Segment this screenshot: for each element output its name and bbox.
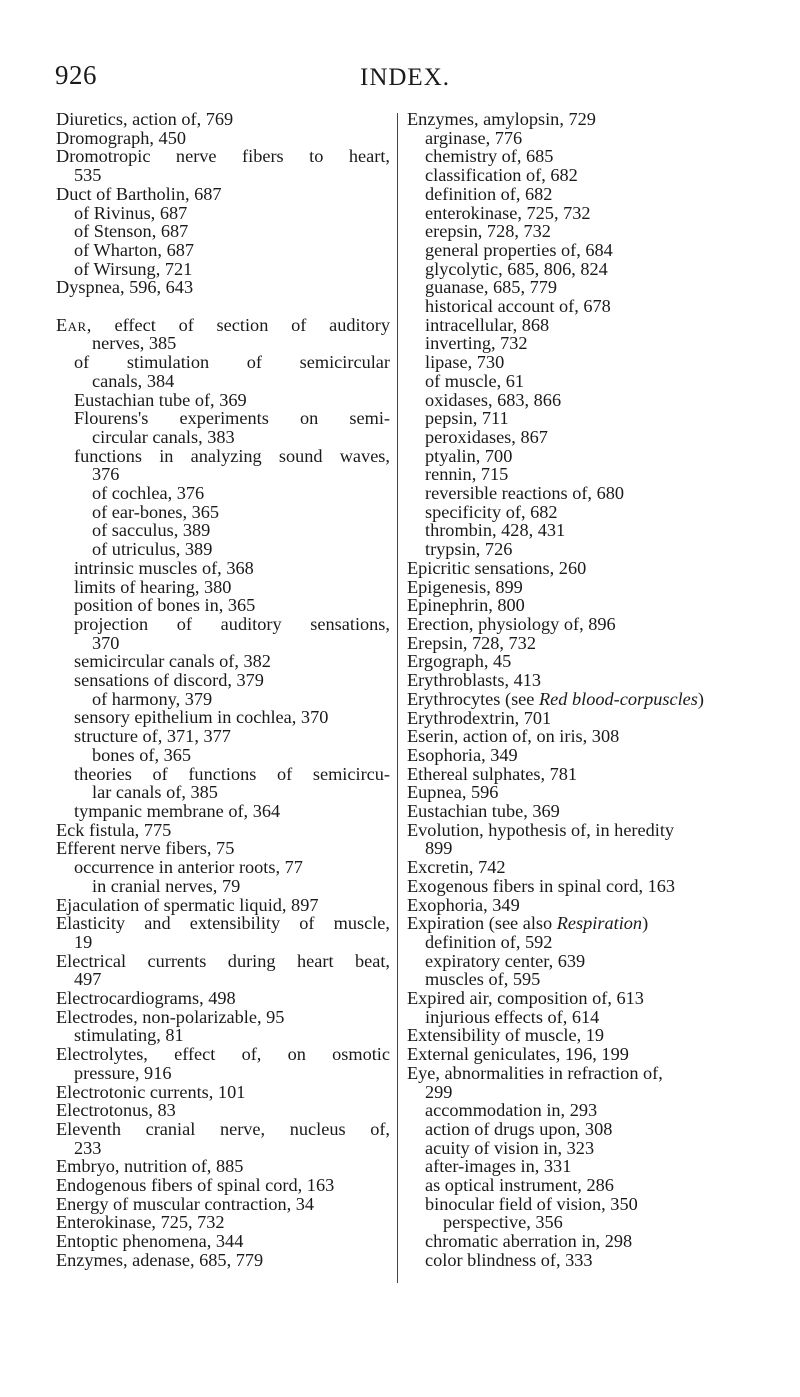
section-gap	[56, 297, 390, 316]
index-subentry: occurrence in anterior roots, 77	[74, 857, 303, 878]
index-subentry: pepsin, 711	[425, 408, 509, 429]
index-entry: Efferent nerve fibers, 75	[56, 838, 235, 859]
index-subentry: definition of, 682	[425, 183, 553, 204]
index-subentry: action of drugs upon, 308	[425, 1118, 613, 1139]
index-subentry: accommodation in, 293	[425, 1100, 598, 1121]
index-subentry: muscles of, 595	[425, 969, 541, 990]
index-subentry: sensations of discord, 379	[74, 670, 264, 691]
index-subentry: general properties of, 684	[425, 239, 613, 260]
index-entry: Electrocardiograms, 498	[56, 988, 236, 1009]
index-entry: Exophoria, 349	[407, 894, 520, 915]
index-entry: Ear, effect of section of auditory	[56, 314, 390, 335]
index-entry: Esophoria, 349	[407, 744, 518, 765]
index-entry: Erythroblasts, 413	[407, 670, 542, 691]
index-subentry: theories of functions of semicircu-	[74, 763, 390, 784]
index-entry: Expired air, composition of, 613	[407, 988, 644, 1009]
index-subentry: intracellular, 868	[425, 314, 550, 335]
index-entry: Electrotonus, 83	[56, 1100, 176, 1121]
index-entry: Eustachian tube, 369	[407, 801, 560, 822]
index-entry: Erection, physiology of, 896	[407, 613, 616, 634]
index-entry: Erythrocytes (see Red blood-corpuscles)	[407, 688, 704, 709]
index-subentry: peroxidases, 867	[425, 426, 548, 447]
index-subentry: sensory epithelium in cochlea, 370	[74, 707, 329, 728]
index-entry: Electrolytes, effect of, on osmotic	[56, 1044, 390, 1065]
index-entry: Electrical currents during heart beat,	[56, 950, 390, 971]
index-subentry: limits of hearing, 380	[74, 576, 232, 597]
index-subentry: of Wirsung, 721	[74, 258, 193, 279]
index-subentry: binocular field of vision, 350	[425, 1193, 638, 1214]
index-entry: Enzymes, amylopsin, 729	[407, 109, 596, 129]
index-subentry: specificity of, 682	[425, 501, 558, 522]
index-subentry: guanase, 685, 779	[425, 277, 558, 298]
index-subentry: in cranial nerves, 79	[92, 875, 241, 896]
index-entry: Dromograph, 450	[56, 127, 186, 148]
index-entry: Duct of Bartholin, 687	[56, 183, 222, 204]
index-subentry: enterokinase, 725, 732	[425, 202, 591, 223]
index-subentry: pressure, 916	[74, 1062, 172, 1083]
index-entry: Eye, abnormalities in refraction of,	[407, 1062, 663, 1083]
index-subentry: 497	[74, 969, 102, 990]
index-subentry: Eustachian tube of, 369	[74, 389, 247, 410]
index-subentry: reversible reactions of, 680	[425, 483, 624, 504]
index-subentry: chemistry of, 685	[425, 146, 554, 167]
index-subentry: rennin, 715	[425, 464, 509, 485]
index-entry: Elasticity and extensibility of muscle,	[56, 913, 390, 934]
index-subentry: after-images in, 331	[425, 1156, 572, 1177]
index-entry: Embryo, nutrition of, 885	[56, 1156, 244, 1177]
index-subentry: projection of auditory sensations,	[74, 613, 390, 634]
index-entry: Extensibility of muscle, 19	[407, 1025, 605, 1046]
index-subentry: lipase, 730	[425, 352, 505, 373]
index-subentry: historical account of, 678	[425, 296, 611, 317]
index-entry: Endogenous fibers of spinal cord, 163	[56, 1175, 335, 1196]
index-subentry: 370	[92, 632, 120, 653]
index-subentry: bones of, 365	[92, 744, 192, 765]
index-entry: Enzymes, adenase, 685, 779	[56, 1249, 264, 1270]
index-subentry: thrombin, 428, 431	[425, 520, 566, 541]
index-entry: Diuretics, action of, 769	[56, 109, 234, 129]
index-subentry: trypsin, 726	[425, 539, 513, 560]
index-subentry: of stimulation of semicircular	[74, 352, 390, 373]
index-subentry: circular canals, 383	[92, 426, 235, 447]
index-subentry: functions in analyzing sound waves,	[74, 445, 390, 466]
index-entry: Ejaculation of spermatic liquid, 897	[56, 894, 319, 915]
index-subentry: of Rivinus, 687	[74, 202, 188, 223]
index-subentry: of ear-bones, 365	[92, 501, 220, 522]
index-entry: External geniculates, 196, 199	[407, 1044, 629, 1065]
index-entry: Dromotropic nerve fibers to heart,	[56, 146, 390, 167]
index-subentry: classification of, 682	[425, 165, 578, 186]
index-entry: Exogenous fibers in spinal cord, 163	[407, 875, 676, 896]
index-subentry: Flourens's experiments on semi-	[74, 408, 390, 429]
index-subentry: expiratory center, 639	[425, 950, 586, 971]
index-subentry: position of bones in, 365	[74, 595, 256, 616]
index-subentry: chromatic aberration in, 298	[425, 1231, 633, 1252]
index-subentry: of Wharton, 687	[74, 239, 194, 260]
index-subentry: 233	[74, 1137, 102, 1158]
index-entry: Epinephrin, 800	[407, 595, 525, 616]
index-subentry: 299	[425, 1081, 453, 1102]
index-subentry: of harmony, 379	[92, 688, 213, 709]
index-entry: Ethereal sulphates, 781	[407, 763, 578, 784]
index-subentry: nerves, 385	[92, 333, 177, 354]
index-subentry: intrinsic muscles of, 368	[74, 557, 254, 578]
index-subentry: acuity of vision in, 323	[425, 1137, 595, 1158]
page-number: 926	[55, 60, 97, 90]
index-entry: Epicritic sensations, 260	[407, 557, 587, 578]
index-subentry: 535	[74, 165, 102, 186]
index-entry: Expiration (see also Respiration)	[407, 913, 649, 934]
index-entry: Excretin, 742	[407, 857, 506, 878]
index-subentry: perspective, 356	[443, 1212, 563, 1233]
index-subentry: structure of, 371, 377	[74, 726, 231, 747]
index-entry: Electrodes, non-polarizable, 95	[56, 1006, 285, 1027]
index-subentry: erepsin, 728, 732	[425, 221, 551, 242]
index-subentry: of Stenson, 687	[74, 221, 189, 242]
index-subentry: stimulating, 81	[74, 1025, 184, 1046]
index-entry: Enterokinase, 725, 732	[56, 1212, 225, 1233]
index-subentry: inverting, 732	[425, 333, 528, 354]
index-entry: Epigenesis, 899	[407, 576, 523, 597]
index-subentry: 19	[74, 931, 93, 952]
column-divider	[397, 113, 398, 1283]
index-entry: Erythrodextrin, 701	[407, 707, 552, 728]
left-column	[56, 110, 390, 1270]
index-subentry: arginase, 776	[425, 127, 523, 148]
index-entry: Eserin, action of, on iris, 308	[407, 726, 620, 747]
index-entry: Dyspnea, 596, 643	[56, 277, 194, 298]
index-subentry: oxidases, 683, 866	[425, 389, 562, 410]
index-entry: Erepsin, 728, 732	[407, 632, 536, 653]
index-subentry: of utriculus, 389	[92, 539, 213, 560]
index-subentry: injurious effects of, 614	[425, 1006, 600, 1027]
index-subentry: color blindness of, 333	[425, 1249, 593, 1270]
index-entry: Eupnea, 596	[407, 782, 499, 803]
index-subentry: tympanic membrane of, 364	[74, 801, 281, 821]
index-subentry: lar canals of, 385	[92, 782, 218, 803]
index-entry: Ergograph, 45	[407, 651, 512, 672]
index-subentry: of sacculus, 389	[92, 520, 211, 541]
index-entry: Electrotonic currents, 101	[56, 1081, 246, 1102]
index-entry: Energy of muscular contraction, 34	[56, 1193, 315, 1214]
page-title: INDEX.	[360, 64, 451, 91]
index-entry: Eleventh cranial nerve, nucleus of,	[56, 1118, 390, 1139]
index-subentry: semicircular canals of, 382	[74, 651, 271, 672]
index-subentry: as optical instrument, 286	[425, 1175, 614, 1196]
index-subentry: ptyalin, 700	[425, 445, 513, 466]
index-subentry: glycolytic, 685, 806, 824	[425, 258, 608, 279]
index-subentry: canals, 384	[92, 370, 175, 391]
index-entry: Eck fistula, 775	[56, 819, 172, 840]
index-entry: Entoptic phenomena, 344	[56, 1231, 244, 1252]
index-subentry: of muscle, 61	[425, 370, 525, 391]
right-column	[407, 110, 797, 1270]
index-subentry: 899	[425, 838, 453, 859]
index-entry: Evolution, hypothesis of, in heredity	[407, 819, 675, 840]
index-subentry: of cochlea, 376	[92, 483, 205, 504]
index-subentry: definition of, 592	[425, 931, 553, 952]
index-subentry: 376	[92, 464, 120, 485]
